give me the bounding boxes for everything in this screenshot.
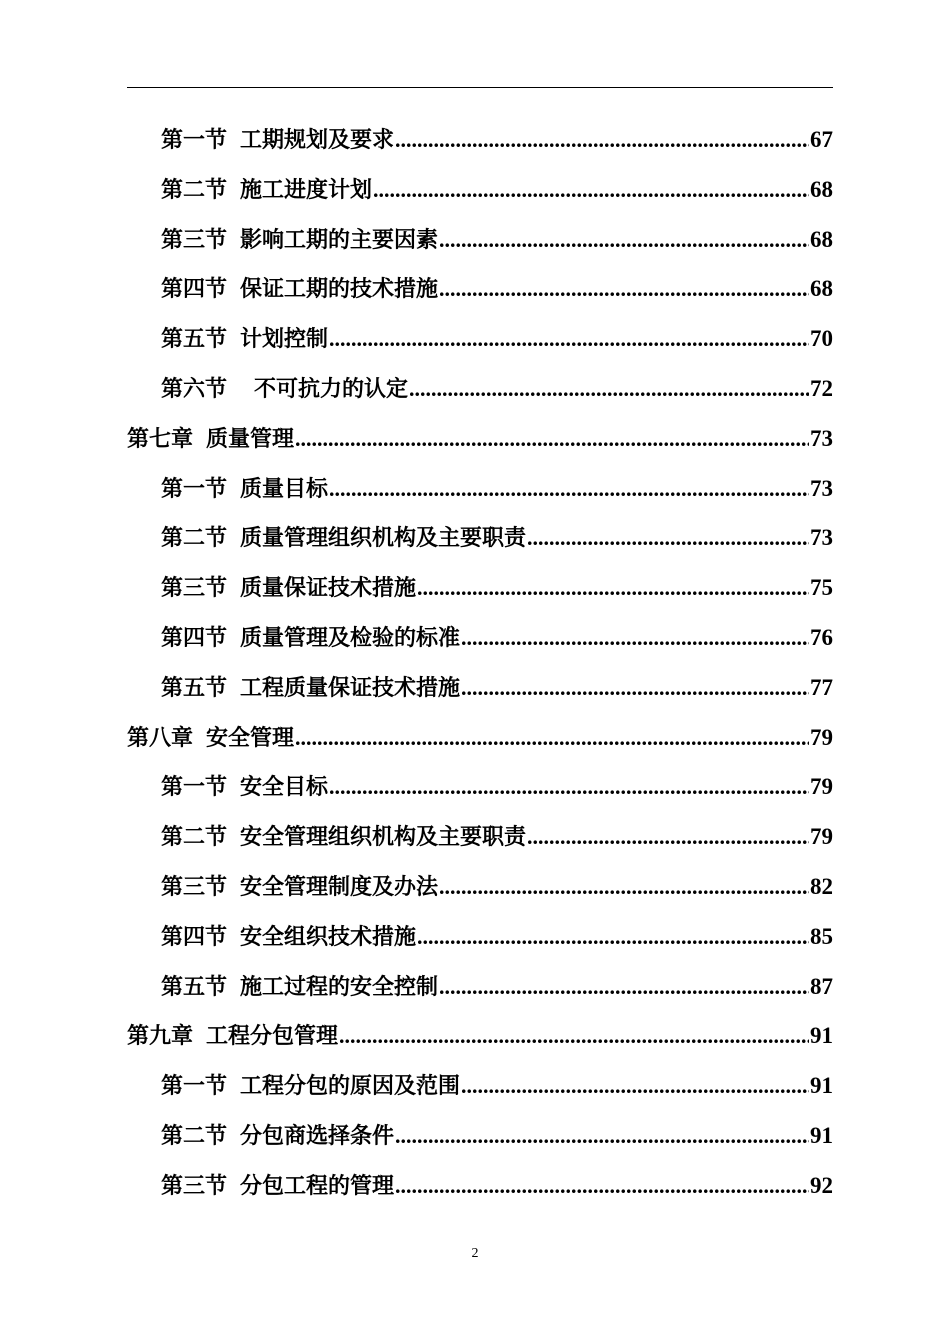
toc-entry-title: 计划控制 [240,327,329,353]
toc-section-entry[interactable] [161,767,833,807]
toc-entry-page: 79 [810,774,833,800]
toc-section-entry[interactable] [161,269,833,309]
toc-dot-leader [439,867,809,907]
toc-entry-number: 第一节 [161,1074,228,1100]
toc-entry-page: 75 [810,575,833,601]
toc-entry-page: 91 [810,1123,833,1148]
toc-dot-leader [417,568,809,608]
toc-section-entry[interactable] [161,170,833,210]
toc-chapter-entry[interactable] [127,1016,833,1056]
toc-section-entry[interactable] [161,518,833,558]
toc-section-entry[interactable] [161,1116,833,1156]
toc-dot-leader [439,269,809,309]
toc-section-entry[interactable] [161,817,833,857]
toc-chapter-entry[interactable] [127,718,833,758]
toc-section-entry[interactable] [161,917,833,957]
toc-section-entry[interactable] [161,568,833,608]
toc-entry-number: 第八章 [127,725,194,751]
toc-entry-number: 第三节 [161,576,228,602]
toc-entry-page: 77 [810,674,833,700]
toc-entry-title: 工期规划及要求 [240,128,395,153]
toc-entry-page: 92 [810,1172,833,1198]
toc-chapter-entry[interactable] [127,419,833,459]
toc-entry-title: 施工进度计划 [240,177,373,203]
toc-entry-number: 第四节 [161,626,228,651]
toc-dot-leader [329,767,809,807]
toc-entry-page: 85 [810,923,833,949]
toc-dot-leader [439,220,809,260]
toc-entry-page: 91 [810,1073,833,1099]
page-number: 2 [471,1246,479,1261]
toc-entry-page: 87 [810,973,833,999]
toc-entry-title: 工程分包管理 [206,1024,339,1050]
toc-section-entry[interactable] [161,319,833,359]
toc-dot-leader [395,120,809,160]
toc-section-entry[interactable] [161,1066,833,1106]
toc-entry-number: 第六节 [161,377,228,402]
toc-entry-page: 82 [810,874,833,899]
toc-entry-title: 质量管理组织机构及主要职责 [240,526,527,552]
toc-entry-number: 第七章 [127,426,194,452]
toc-entry-page: 91 [810,1023,833,1049]
toc-dot-leader [295,718,809,758]
toc-entry-title: 安全管理组织机构及主要职责 [240,825,527,851]
header-rule [127,87,833,88]
toc-entry-number: 第二节 [161,1124,228,1149]
toc-entry-title: 分包工程的管理 [240,1173,395,1199]
toc-section-entry[interactable] [161,369,833,409]
toc-dot-leader [373,170,809,210]
toc-dot-leader [339,1016,809,1056]
toc-entry-page: 68 [810,276,833,302]
toc-entry-number: 第五节 [161,675,228,701]
toc-entry-number: 第一节 [161,476,228,502]
toc-section-entry[interactable] [161,967,833,1007]
toc-entry-title: 质量管理及检验的标准 [240,626,461,651]
toc-entry-page: 73 [810,525,833,551]
toc-section-entry[interactable] [161,120,833,160]
toc-entry-title: 安全管理 [206,725,295,751]
toc-entry-number: 第四节 [161,277,228,303]
toc-entry-number: 第二节 [161,177,228,203]
toc-dot-leader [409,369,809,409]
toc-dot-leader [461,1066,809,1106]
toc-entry-page: 73 [810,425,833,451]
toc-entry-page: 79 [810,724,833,750]
toc-section-entry[interactable] [161,668,833,708]
toc-entry-title: 安全组织技术措施 [240,924,417,950]
toc-entry-page: 68 [810,176,833,202]
toc-entry-number: 第五节 [161,974,228,1000]
toc-dot-leader [329,469,809,509]
toc-entry-number: 第九章 [127,1024,194,1050]
toc-dot-leader [527,518,809,558]
toc-entry-page: 79 [810,824,833,850]
toc-section-entry[interactable] [161,220,833,260]
toc-dot-leader [295,419,809,459]
toc-entry-title: 工程质量保证技术措施 [240,675,461,701]
toc-entry-title: 质量目标 [240,476,329,502]
toc-dot-leader [439,967,809,1007]
toc-entry-number: 第一节 [161,128,228,153]
toc-entry-title: 安全目标 [240,775,329,801]
toc-section-entry[interactable] [161,469,833,509]
toc-entry-page: 72 [810,376,833,401]
toc-dot-leader [395,1116,809,1156]
toc-entry-title: 质量保证技术措施 [240,576,417,602]
toc-entry-page: 68 [810,226,833,252]
toc-entry-title: 质量管理 [206,426,295,452]
toc-entry-title: 不可抗力的认定 [254,377,409,402]
toc-entry-title: 影响工期的主要因素 [240,227,439,253]
toc-section-entry[interactable] [161,1166,833,1206]
toc-dot-leader [417,917,809,957]
toc-dot-leader [527,817,809,857]
toc-entry-page: 73 [810,475,833,501]
toc-entry-title: 分包商选择条件 [240,1124,395,1149]
toc-entry-number: 第二节 [161,526,228,552]
toc-entry-number: 第三节 [161,875,228,900]
toc-entry-number: 第二节 [161,825,228,851]
toc-entry-title: 工程分包的原因及范围 [240,1074,461,1100]
toc-entry-number: 第三节 [161,227,228,253]
toc-entry-title: 施工过程的安全控制 [240,974,439,1000]
toc-entry-number: 第五节 [161,327,228,353]
toc-entry-title: 保证工期的技术措施 [240,277,439,303]
toc-entry-title: 安全管理制度及办法 [240,875,439,900]
toc-dot-leader [461,668,809,708]
toc-section-entry[interactable] [161,867,833,907]
toc-entry-number: 第一节 [161,775,228,801]
toc-dot-leader [329,319,809,359]
toc-entry-page: 76 [810,625,833,650]
toc-entry-page: 70 [810,326,833,352]
toc-entry-number: 第三节 [161,1173,228,1199]
toc-entry-page: 67 [810,127,833,152]
toc-entry-number: 第四节 [161,924,228,950]
toc-dot-leader [395,1166,809,1206]
toc-section-entry[interactable] [161,618,833,658]
toc-dot-leader [461,618,809,658]
